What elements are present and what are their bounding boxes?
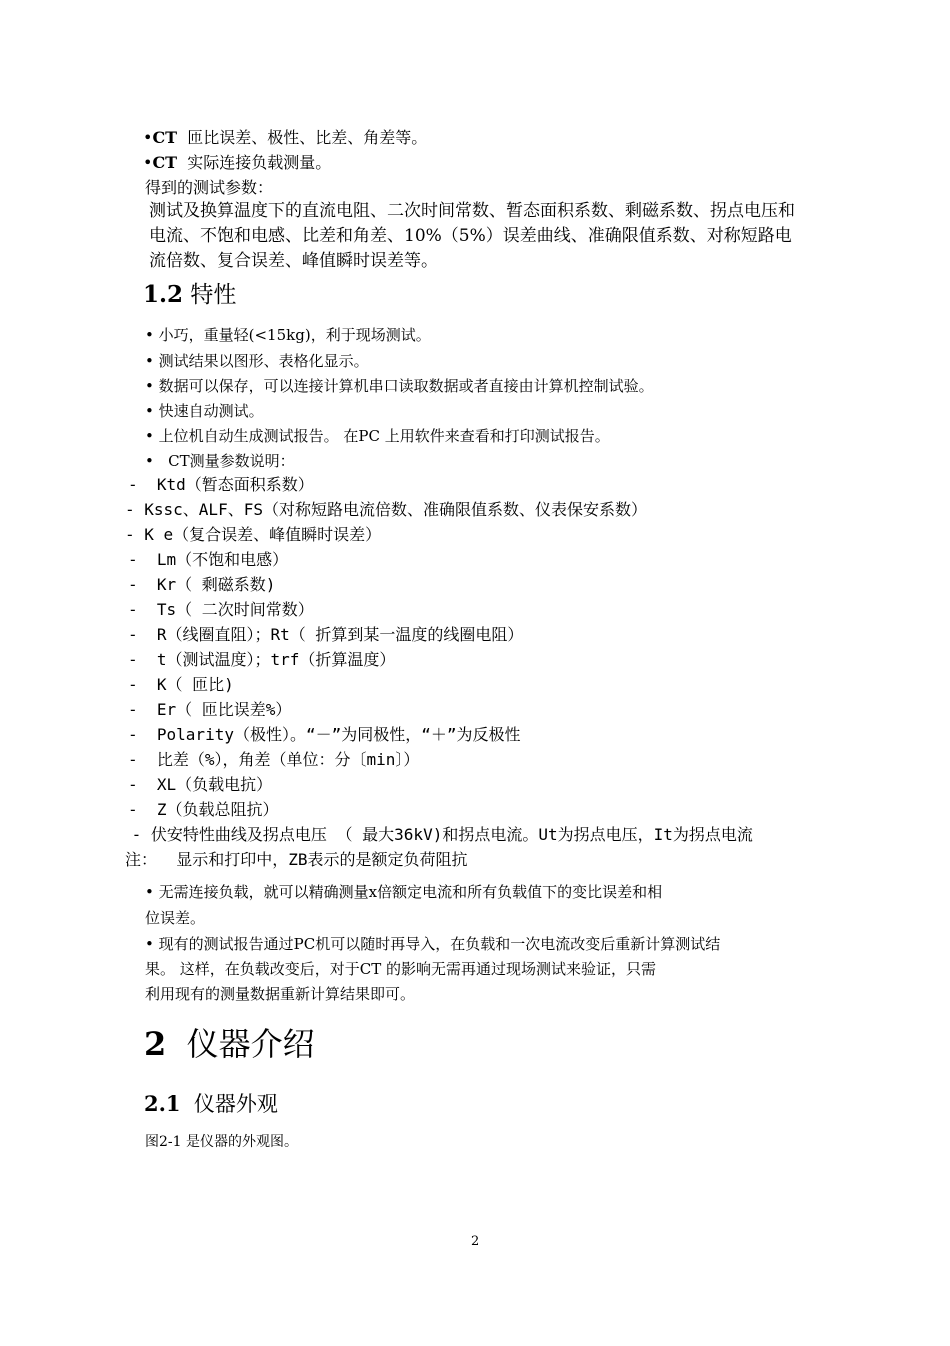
paragraph-text: 无需连接负载，就可以精确测量x倍额定电流和所有负载值下的变比误差和相 bbox=[158, 883, 663, 901]
page-number: 2 bbox=[471, 1234, 480, 1249]
extra-paragraph-1-line-0 bbox=[145, 937, 720, 952]
ct-note: 注： 显示和打印中，ZB表示的是额定负荷阻抗 bbox=[125, 850, 468, 869]
bullet-text: 实际连接负载测量。 bbox=[187, 153, 332, 172]
section-2-1-heading bbox=[144, 1093, 278, 1115]
bullet-mark: • bbox=[145, 402, 154, 420]
ct-param-12: - XL（负载电抗） bbox=[128, 775, 273, 794]
bullet-mark: • bbox=[143, 128, 153, 147]
section-number: 2 bbox=[144, 1025, 167, 1063]
params-line-2: 流倍数、复合误差、峰值瞬时误差等。 bbox=[149, 251, 438, 271]
ct-param-2: - K e（复合误差、峰值瞬时误差） bbox=[125, 525, 382, 544]
section-2-heading bbox=[144, 1025, 315, 1063]
intro-bullet-0 bbox=[143, 130, 427, 146]
extra-paragraph-1-line-1: 果。 这样，在负载改变后，对于CT 的影响无需再通过现场测试来验证，只需 bbox=[145, 960, 657, 978]
section-title: 仪器外观 bbox=[193, 1092, 278, 1116]
extra-paragraph-0-line-1: 位误差。 bbox=[145, 909, 206, 927]
bullet-text: 快速自动测试。 bbox=[158, 402, 264, 420]
ct-param-4: - Kr（ 剩磁系数) bbox=[128, 575, 276, 594]
ct-param-7: - t（测试温度）；trf（折算温度） bbox=[128, 650, 396, 669]
intro-bullet-1 bbox=[143, 155, 331, 171]
ct-param-9: - Er（ 匝比误差%） bbox=[128, 700, 292, 719]
ct-param-8: - K（ 匝比) bbox=[128, 675, 234, 694]
extra-paragraph-0-line-0 bbox=[145, 885, 662, 900]
bullet-mark: • bbox=[145, 326, 154, 344]
bullet-mark: • bbox=[145, 883, 154, 901]
params-heading: 得到的测试参数： bbox=[145, 178, 274, 197]
ct-param-6: - R（线圈直阻）；Rt（ 折算到某一温度的线圈电阻） bbox=[128, 625, 524, 644]
bullet-mark: • bbox=[145, 377, 154, 395]
ct-param-0: - Ktd（暂态面积系数） bbox=[128, 475, 314, 494]
ct-param-1: - Kssc、ALF、FS（对称短路电流倍数、准确限值系数、仪表保安系数） bbox=[125, 500, 647, 519]
section-number: 2.1 bbox=[144, 1091, 181, 1116]
bullet-text: 数据可以保存，可以连接计算机串口读取数据或者直接由计算机控制试验。 bbox=[158, 377, 654, 395]
feature-bullet-1 bbox=[145, 354, 369, 369]
feature-bullet-2 bbox=[145, 379, 654, 394]
paragraph-text: 现有的测试报告通过PC机可以随时再导入，在负载和一次电流改变后重新计算测试结 bbox=[158, 935, 721, 953]
bullet-mark: • bbox=[145, 427, 154, 445]
params-line-0: 测试及换算温度下的直流电阻、二次时间常数、暂态面积系数、剩磁系数、拐点电压和 bbox=[149, 201, 795, 221]
ct-param-13: - Z（负载总阻抗） bbox=[128, 800, 279, 819]
bullet-text: 测试结果以图形、表格化显示。 bbox=[158, 352, 369, 370]
section-title: 特性 bbox=[190, 282, 237, 308]
ct-param-5: - Ts（ 二次时间常数） bbox=[128, 600, 314, 619]
feature-bullet-5 bbox=[145, 454, 295, 469]
figure-reference: 图2-1 是仪器的外观图。 bbox=[145, 1134, 298, 1150]
bullet-mark: • bbox=[143, 153, 153, 172]
feature-bullet-3 bbox=[145, 404, 264, 419]
ct-param-14: - 伏安特性曲线及拐点电压 （ 最大36kV)和拐点电流。Ut为拐点电压，It为拐点电流 bbox=[122, 825, 753, 844]
params-line-1: 电流、不饱和电感、比差和角差、10%（5%）误差曲线、准确限值系数、对称短路电 bbox=[149, 226, 792, 246]
ct-param-10: - Polarity（极性）。“－”为同极性，“＋”为反极性 bbox=[128, 725, 521, 744]
bullet-text: 匝比误差、极性、比差、角差等。 bbox=[187, 128, 428, 147]
ct-param-3: - Lm（不饱和电感） bbox=[128, 550, 289, 569]
extra-paragraph-1-line-2: 利用现有的测量数据重新计算结果即可。 bbox=[145, 985, 416, 1003]
section-title: 仪器介绍 bbox=[186, 1025, 315, 1063]
ct-param-11: - 比差（%），角差（单位：分〔min〕） bbox=[128, 750, 420, 769]
bullet-text: 上位机自动生成测试报告。 在PC 上用软件来查看和打印测试报告。 bbox=[158, 427, 610, 445]
feature-bullet-0 bbox=[145, 328, 431, 343]
bullet-mark: • bbox=[145, 352, 154, 370]
bullet-text: 小巧，重量轻(<15kg)，利于现场测试。 bbox=[158, 326, 431, 344]
section-1-2-heading bbox=[143, 283, 236, 307]
bullet-mark: • bbox=[145, 452, 154, 470]
feature-bullet-4 bbox=[145, 429, 610, 444]
bullet-mark: • bbox=[145, 935, 154, 953]
bold-term: CT bbox=[152, 153, 178, 172]
bullet-text: CT测量参数说明： bbox=[168, 452, 295, 470]
bold-term: CT bbox=[152, 128, 178, 147]
section-number: 1.2 bbox=[143, 281, 184, 308]
